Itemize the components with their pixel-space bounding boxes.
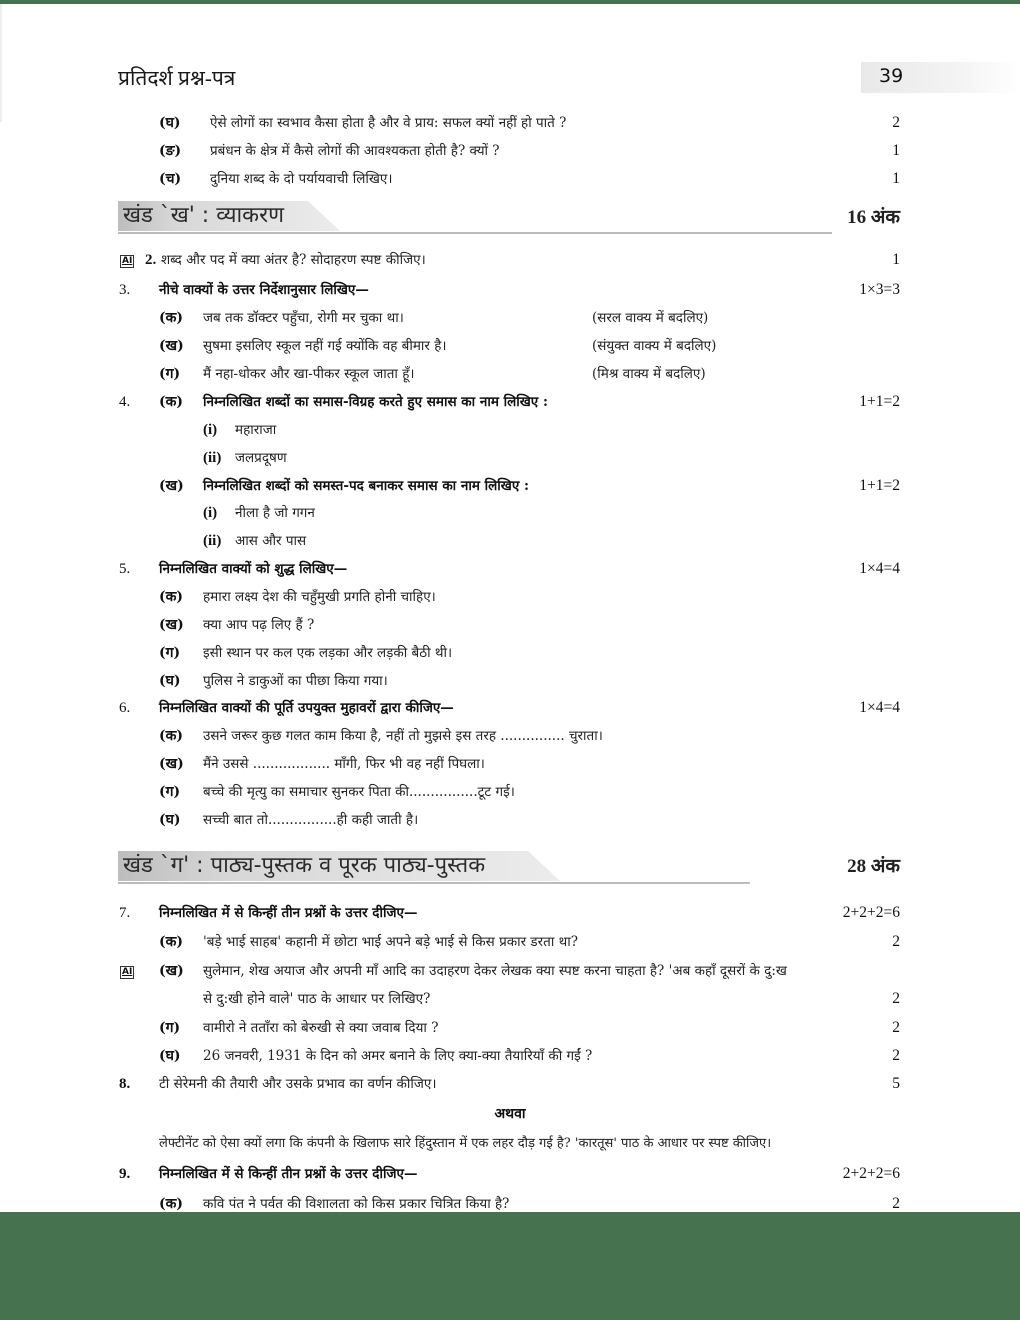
item-label: (ख) bbox=[159, 338, 184, 354]
item-label: (ख) bbox=[159, 478, 184, 494]
question-3 bbox=[0, 277, 1020, 303]
item-text: हमारा लक्ष्य देश की चहुँमुखी प्रगति होनी चाहिए। bbox=[203, 589, 436, 605]
question-number: 9. bbox=[119, 1166, 131, 1182]
item-label: (ग) bbox=[159, 645, 181, 661]
item-text: सुषमा इसलिए स्कूल नहीं गई क्योंकि वह बीमार है। bbox=[203, 338, 447, 354]
question-text: शब्द और पद में क्या अंतर है? सोदाहरण स्पष्ट कीजिए। bbox=[161, 252, 426, 268]
question-marks: 1×4=4 bbox=[859, 560, 900, 577]
item-label: (घ) bbox=[159, 673, 181, 689]
question-item bbox=[0, 1015, 1020, 1041]
question-number: 3. bbox=[119, 282, 131, 298]
question-6 bbox=[0, 695, 1020, 721]
item-text: सुलेमान, शेख अयाज और अपनी माँ आदि का उदाहरण देकर लेखक क्या स्पष्ट करना चाहता है? 'अब कहाँ दूसरों के दु:ख bbox=[203, 963, 787, 979]
question-marks: 1×4=4 bbox=[859, 699, 900, 716]
question-marks: 2+2+2=6 bbox=[842, 1165, 900, 1182]
item-label: (ख) bbox=[159, 963, 184, 979]
item-text: सच्ची बात तो................ही कही जाती है। bbox=[203, 812, 419, 828]
item-text: इसी स्थान पर कल एक लड़का और लड़की बैठी थी। bbox=[203, 645, 453, 661]
question-item bbox=[0, 305, 1020, 331]
question-number: 6. bbox=[119, 700, 131, 716]
sub-item-text: नीला है जो गगन bbox=[235, 505, 315, 521]
question-item bbox=[0, 333, 1020, 359]
question-item bbox=[0, 1043, 1020, 1069]
top-border-band bbox=[0, 0, 1020, 4]
sub-item bbox=[0, 417, 1020, 443]
section-title: खंड `ख' : व्याकरण bbox=[123, 203, 284, 228]
sub-item-label: (i) bbox=[203, 505, 218, 521]
question-marks: 5 bbox=[892, 1075, 900, 1092]
item-label: (क) bbox=[159, 728, 183, 744]
sub-item-label: (ii) bbox=[203, 533, 222, 549]
item-text: 'बड़े भाई साहब' कहानी में छोटा भाई अपने बड़े भाई से किस प्रकार डरता था? bbox=[203, 934, 579, 950]
item-marks: 2 bbox=[892, 1047, 900, 1064]
section-marks-row bbox=[0, 203, 1020, 233]
item-text: बच्चे की मृत्यु का समाचार सुनकर पिता की................टूट गई। bbox=[203, 784, 515, 800]
item-text: से दु:खी होने वाले' पाठ के आधार पर लिखिए? bbox=[203, 991, 431, 1007]
question-number: 2. bbox=[145, 252, 157, 268]
item-marks: 2 bbox=[892, 1195, 900, 1212]
question-marks: 1+1=2 bbox=[859, 477, 900, 494]
item-label: (ग) bbox=[159, 784, 181, 800]
item-label: (क) bbox=[159, 1196, 183, 1212]
item-marks: 2 bbox=[892, 1019, 900, 1036]
question-item bbox=[0, 929, 1020, 955]
section-marks: 16 अंक bbox=[847, 207, 900, 228]
sub-item-label: (i) bbox=[203, 422, 218, 438]
section-marks: 28 अंक bbox=[847, 856, 900, 877]
question-item bbox=[0, 584, 1020, 610]
question-text: निम्नलिखित शब्दों को समस्त-पद बनाकर समास का नाम लिखिए : bbox=[203, 478, 529, 494]
item-label: (ख) bbox=[159, 617, 184, 633]
section-title: खंड `ग' : पाठ्य-पुस्तक व पूरक पाठ्य-पुस्तक bbox=[123, 853, 486, 878]
ai-badge-icon: AI bbox=[122, 256, 133, 266]
question-item bbox=[0, 958, 1020, 984]
question-text: निम्नलिखित में से किन्हीं तीन प्रश्नों के उत्तर दीजिए— bbox=[159, 1166, 418, 1182]
question-item bbox=[0, 110, 1020, 136]
item-text: मैं नहा-धोकर और खा-पीकर स्कूल जाता हूँ। bbox=[203, 366, 415, 382]
question-8-alternative bbox=[0, 1131, 1020, 1157]
item-marks: 2 bbox=[892, 933, 900, 950]
sub-item-label: (ii) bbox=[203, 450, 222, 466]
question-text: निम्नलिखित में से किन्हीं तीन प्रश्नों के उत्तर दीजिए— bbox=[159, 905, 418, 921]
item-label: (घ) bbox=[159, 812, 181, 828]
sub-item bbox=[0, 500, 1020, 526]
item-text: 26 जनवरी, 1931 के दिन को अमर बनाने के लिए क्या-क्या तैयारियाँ की गईं ? bbox=[203, 1048, 593, 1064]
item-text: जब तक डॉक्टर पहुँचा, रोगी मर चुका था। bbox=[203, 310, 404, 326]
question-item-continued bbox=[0, 986, 1020, 1012]
question-4b bbox=[0, 473, 1020, 499]
item-text: दुनिया शब्द के दो पर्यायवाची लिखिए। bbox=[210, 171, 393, 187]
item-marks: 2 bbox=[892, 990, 900, 1007]
question-marks: 1+1=2 bbox=[859, 393, 900, 410]
question-item bbox=[0, 807, 1020, 833]
item-marks: 1 bbox=[892, 142, 900, 159]
question-item bbox=[0, 612, 1020, 638]
item-text: प्रबंधन के क्षेत्र में कैसे लोगों की आवश्यकता होती है? क्यों ? bbox=[210, 143, 500, 159]
item-label: (ङ) bbox=[159, 143, 182, 159]
item-text: कवि पंत ने पर्वत की विशालता को किस प्रकार चित्रित किया है? bbox=[203, 1196, 510, 1212]
item-label: (ग) bbox=[159, 366, 181, 382]
bottom-border-band bbox=[0, 1212, 1020, 1320]
question-number: 7. bbox=[119, 905, 131, 921]
sub-item bbox=[0, 445, 1020, 471]
question-item bbox=[0, 723, 1020, 749]
ai-badge-icon: AI bbox=[122, 967, 133, 977]
question-7 bbox=[0, 900, 1020, 926]
question-marks: 1 bbox=[892, 251, 900, 268]
question-item bbox=[0, 166, 1020, 192]
question-marks: 1×3=3 bbox=[859, 281, 900, 298]
item-label: (क) bbox=[159, 394, 183, 410]
question-marks: 2+2+2=6 bbox=[842, 904, 900, 921]
question-text: निम्नलिखित वाक्यों को शुद्ध लिखिए— bbox=[159, 561, 348, 577]
question-2 bbox=[0, 247, 1020, 273]
item-instruction: (संयुक्त वाक्य में बदलिए) bbox=[592, 338, 717, 354]
item-label: (च) bbox=[159, 171, 182, 187]
question-4a bbox=[0, 389, 1020, 415]
page-edge-shadow bbox=[0, 4, 3, 122]
question-item bbox=[0, 138, 1020, 164]
item-text: क्या आप पढ़ लिए हैं ? bbox=[203, 617, 315, 633]
section-underline bbox=[118, 882, 750, 884]
item-text: मैंने उससे .................. माँगी, फिर भी वह नहीं पिघला। bbox=[203, 756, 485, 772]
item-text: ऐसे लोगों का स्वभाव कैसा होता है और वे प्राय: सफल क्यों नहीं हो पाते ? bbox=[210, 115, 567, 131]
question-9 bbox=[0, 1161, 1020, 1187]
question-item bbox=[0, 640, 1020, 666]
item-marks: 2 bbox=[892, 114, 900, 131]
question-text: निम्नलिखित वाक्यों की पूर्ति उपयुक्त मुहावरों द्वारा कीजिए— bbox=[159, 700, 454, 716]
question-text: निम्नलिखित शब्दों का समास-विग्रह करते हुए समास का नाम लिखिए : bbox=[203, 394, 548, 410]
running-title: प्रतिदर्श प्रश्न-पत्र bbox=[118, 66, 236, 90]
item-label: (क) bbox=[159, 310, 183, 326]
page-number: 39 bbox=[879, 65, 904, 87]
question-item bbox=[0, 751, 1020, 777]
question-text: टी सेरेमनी की तैयारी और उसके प्रभाव का वर्णन कीजिए। bbox=[159, 1076, 437, 1092]
question-text: नीचे वाक्यों के उत्तर निर्देशानुसार लिखिए— bbox=[159, 282, 369, 298]
or-separator: अथवा bbox=[494, 1106, 526, 1122]
question-item bbox=[0, 361, 1020, 387]
item-label: (ग) bbox=[159, 1020, 181, 1036]
item-label: (घ) bbox=[159, 115, 181, 131]
sub-item bbox=[0, 528, 1020, 554]
question-text: लेफ्टीनेंट को ऐसा क्यों लगा कि कंपनी के खिलाफ सारे हिंदुस्तान में एक लहर दौड़ गई है? 'कारतूस' पाठ के आधार पर स्पष्ट कीजिए। bbox=[159, 1136, 772, 1151]
page-number-box bbox=[861, 62, 1020, 93]
item-instruction: (सरल वाक्य में बदलिए) bbox=[592, 310, 709, 326]
item-text: पुलिस ने डाकुओं का पीछा किया गया। bbox=[203, 673, 388, 689]
question-number: 5. bbox=[119, 561, 131, 577]
item-label: (क) bbox=[159, 934, 183, 950]
sub-item-text: जलप्रदूषण bbox=[235, 450, 287, 466]
question-5 bbox=[0, 556, 1020, 582]
question-number: 4. bbox=[119, 394, 131, 410]
question-item bbox=[0, 779, 1020, 805]
question-8 bbox=[0, 1071, 1020, 1097]
question-item bbox=[0, 668, 1020, 694]
item-marks: 1 bbox=[892, 170, 900, 187]
section-marks-row bbox=[0, 852, 1020, 882]
item-label: (ख) bbox=[159, 756, 184, 772]
item-instruction: (मिश्र वाक्य में बदलिए) bbox=[592, 366, 706, 382]
item-text: उसने जरूर कुछ गलत काम किया है, नहीं तो मुझसे इस तरह ............... चुराता। bbox=[203, 728, 603, 744]
item-label: (घ) bbox=[159, 1048, 181, 1064]
question-number: 8. bbox=[119, 1076, 131, 1092]
sub-item-text: आस और पास bbox=[235, 533, 307, 549]
sub-item-text: महाराजा bbox=[235, 422, 277, 438]
item-text: वामीरो ने तताँरा को बेरुखी से क्या जवाब दिया ? bbox=[203, 1020, 439, 1036]
item-label: (क) bbox=[159, 589, 183, 605]
